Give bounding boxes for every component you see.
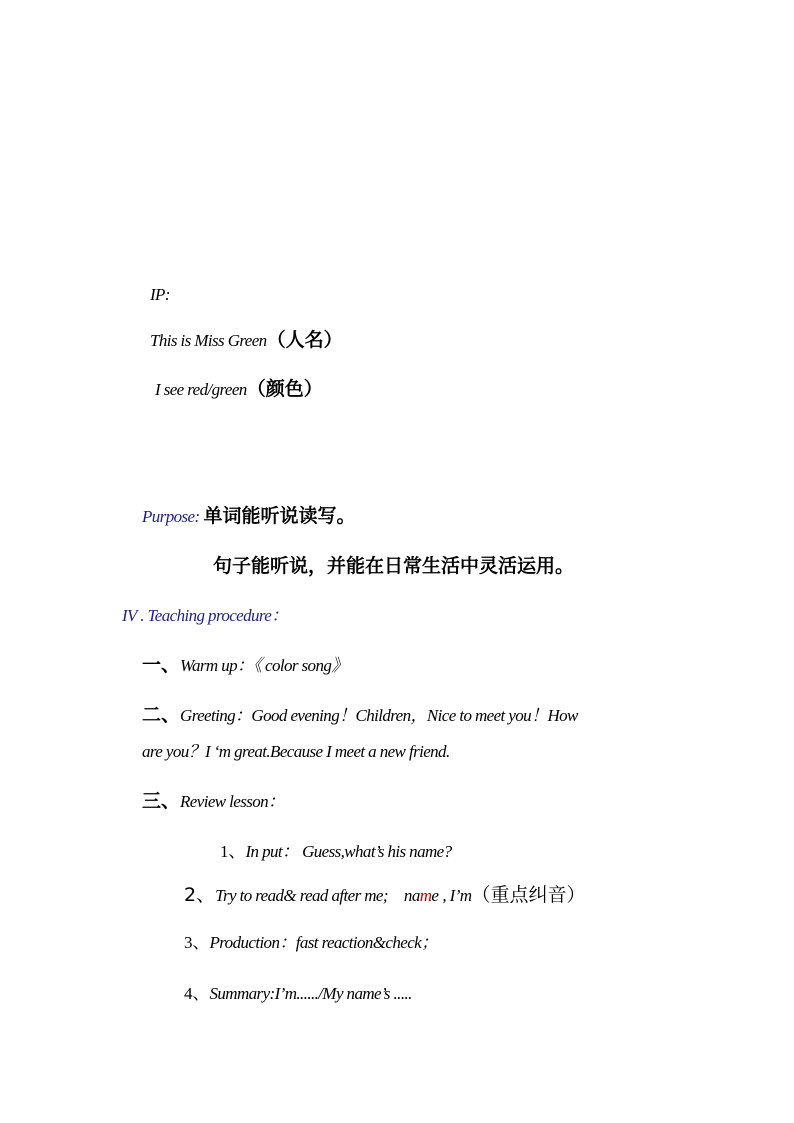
purpose-text-2: 句子能听说，并能在日常生活中灵活运用。 [213, 555, 575, 577]
step-3-marker: 三、 [142, 790, 181, 812]
substep-1-marker: 1、 [220, 842, 246, 861]
substep-input [220, 843, 452, 861]
substep-2-chinese: （重点纠音） [471, 884, 586, 906]
step-1-text: Warm up：《 color song》 [180, 656, 348, 675]
substep-2-text-b: , I’m [442, 886, 472, 905]
step-warm-up [142, 656, 348, 675]
substep-summary [184, 985, 412, 1003]
substep-production [184, 934, 438, 952]
substep-2-word-m: m [419, 886, 432, 905]
step-greeting [142, 706, 578, 725]
purpose-line-1 [142, 507, 356, 526]
ip-line-2-chinese: （颜色） [246, 378, 323, 400]
ip-label: IP: [150, 285, 170, 304]
substep-2-text-a: Try to read& read after me; [215, 886, 388, 905]
ip-line-2-english: I see red/green [155, 380, 247, 399]
ip-line-1-chinese: （人名） [266, 329, 343, 351]
ip-line-2 [155, 380, 323, 399]
procedure-heading: IV . Teaching procedure： [122, 606, 288, 625]
ip-line-1 [150, 331, 343, 350]
step-2-text: Greeting：Good evening！Children，Nice to meet you！How [180, 706, 578, 725]
substep-2-word-na: na [403, 886, 420, 905]
substep-3-text: Production：fast reaction&check； [209, 933, 438, 952]
step-3-text: Review lesson： [180, 792, 285, 811]
purpose-label: Purpose: [142, 507, 200, 526]
substep-2-word-e: e [431, 886, 439, 905]
substep-3-marker: 3、 [184, 933, 210, 952]
substep-4-marker: 4、 [184, 984, 210, 1003]
substep-2-marker: 2、 [184, 884, 216, 906]
substep-4-text: Summary:I’m....../My name’s ..... [209, 984, 412, 1003]
step-2-continuation: are you？I ‘m great.Because I meet a new friend. [142, 742, 450, 761]
step-1-marker: 一、 [142, 654, 181, 676]
purpose-text-1: 单词能听说读写。 [203, 505, 356, 527]
substep-1-text: In put： Guess,what’s his name? [245, 842, 452, 861]
substep-try-to-read [184, 886, 586, 905]
ip-line-1-english: This is Miss Green [150, 331, 267, 350]
step-review-lesson [142, 792, 284, 811]
step-2-marker: 二、 [142, 704, 181, 726]
